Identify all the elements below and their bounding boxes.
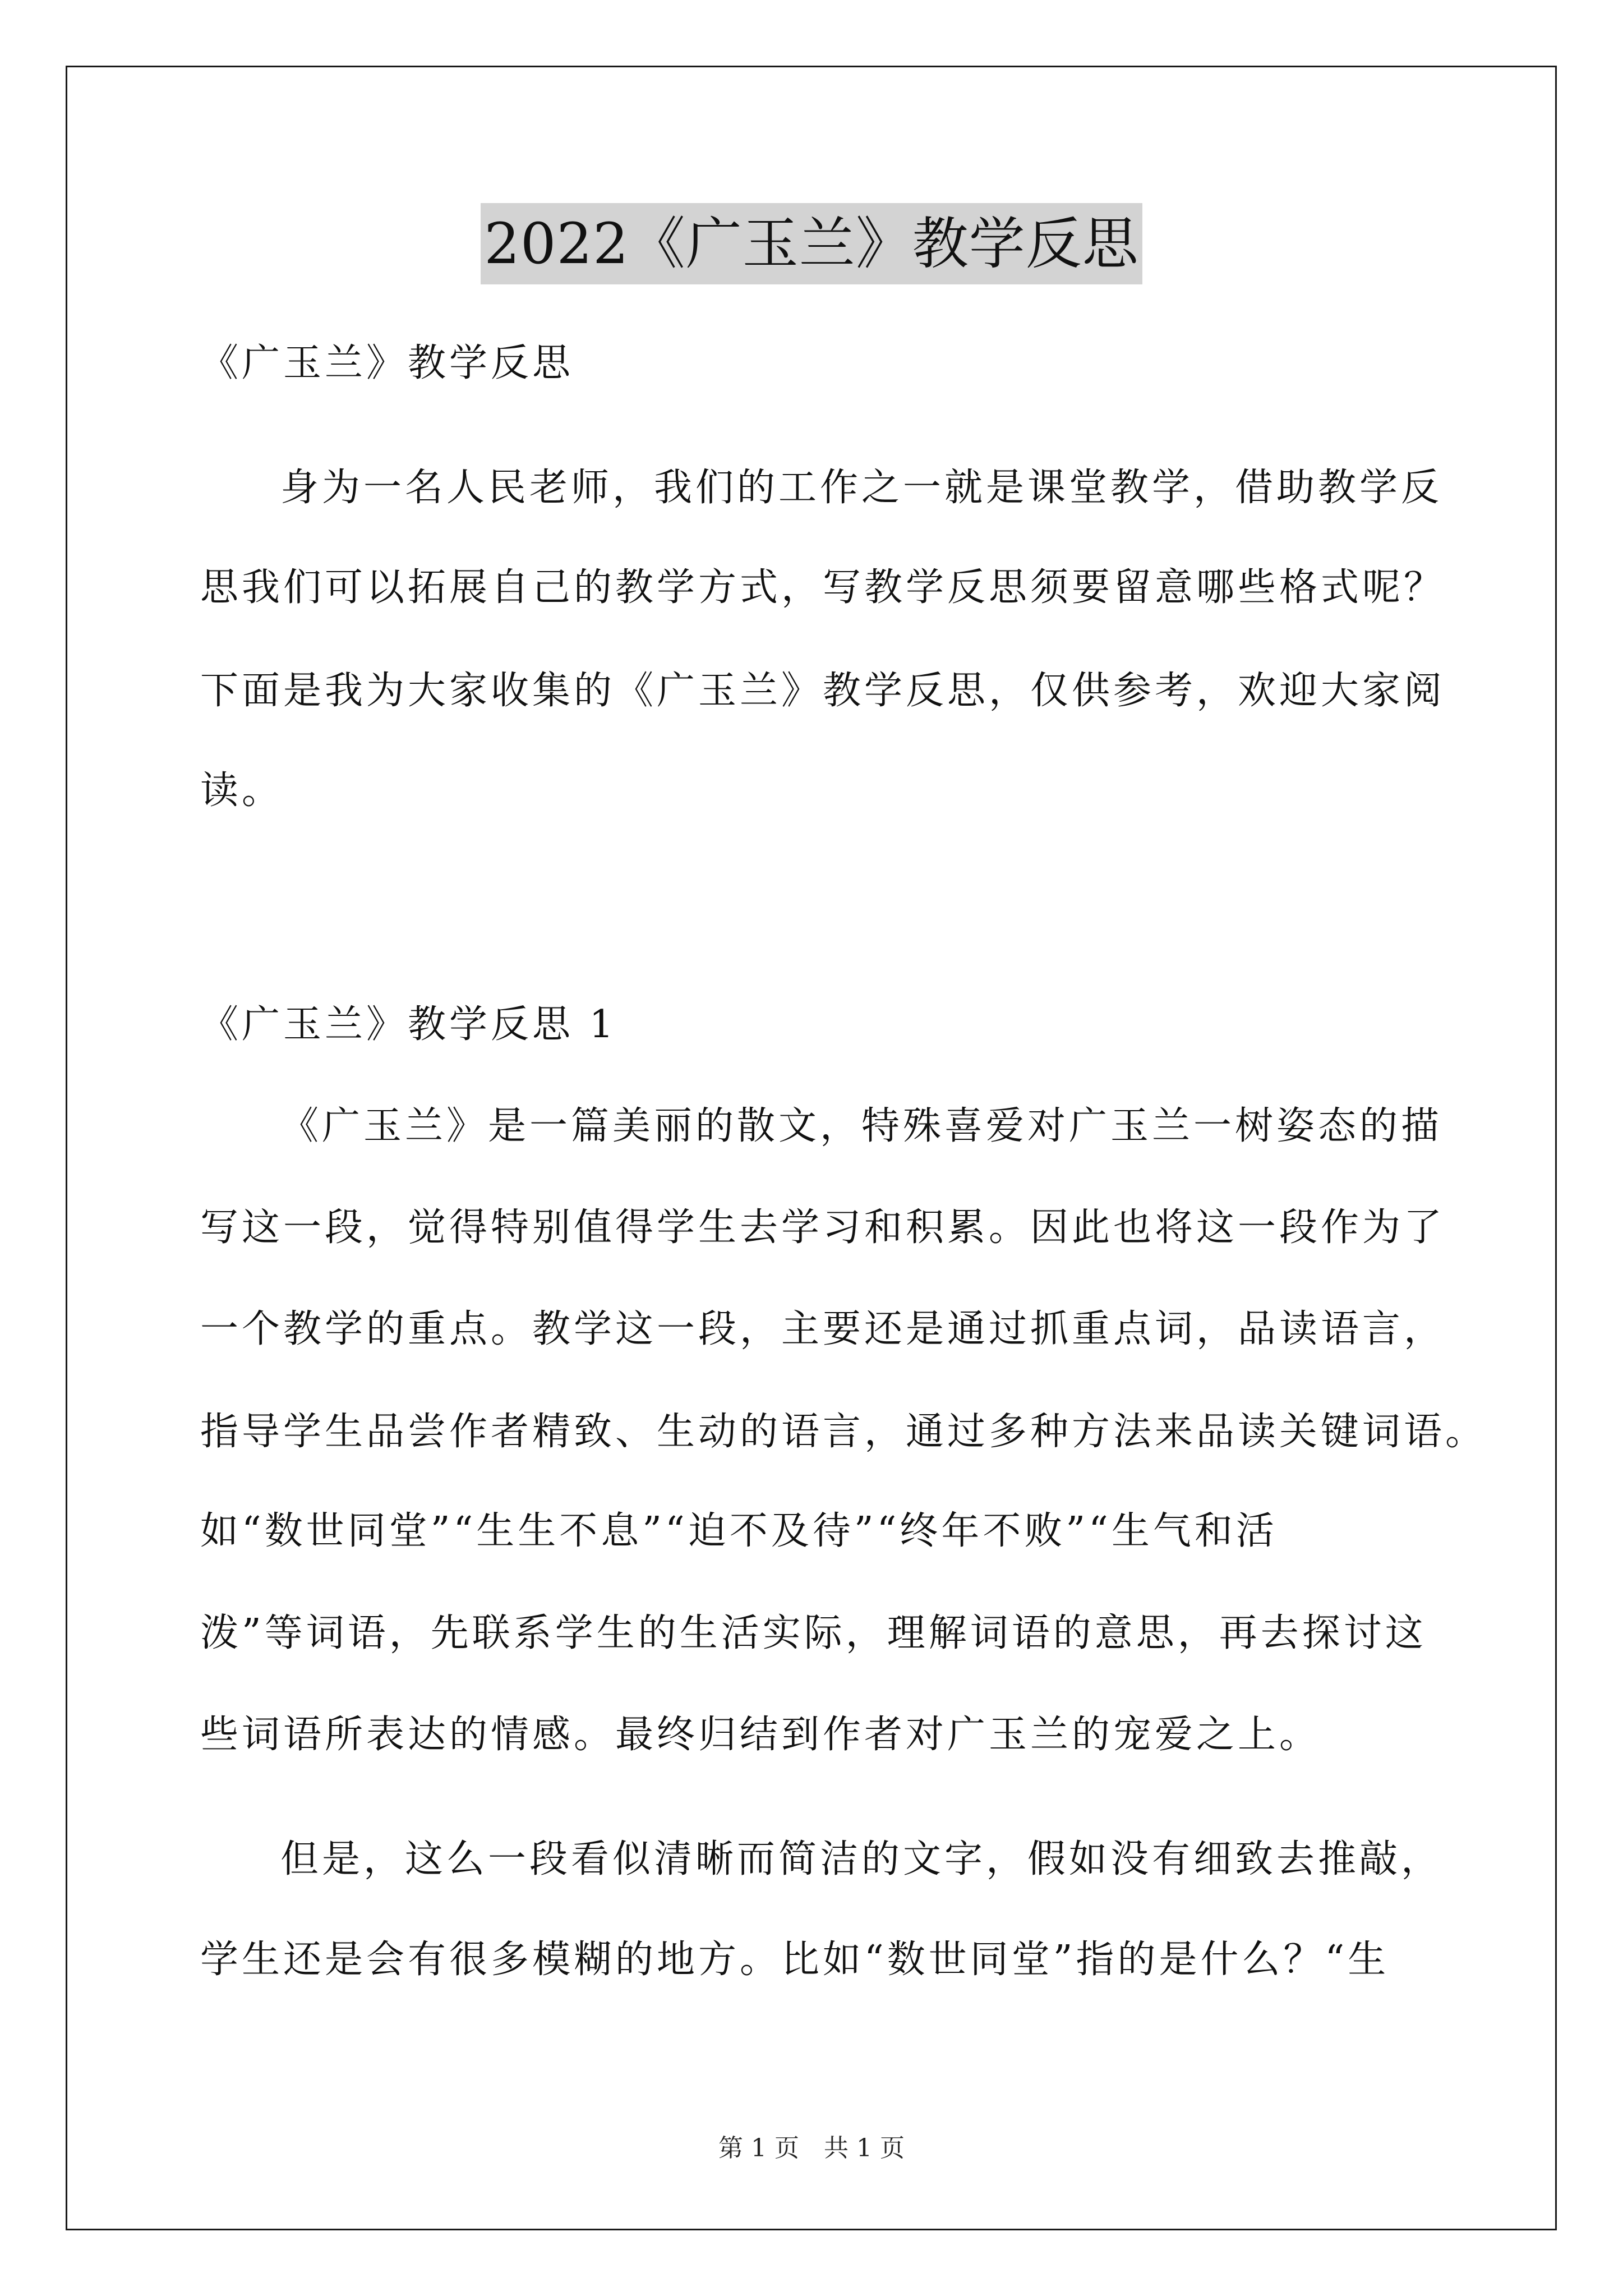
paragraph-line: 泼”等词语，先联系学生的生活实际，理解词语的意思，再去探讨这 bbox=[200, 1611, 1427, 1655]
document-title: 2022《广玉兰》教学反思 bbox=[481, 203, 1142, 284]
paragraph-line: 些词语所表达的情感。最终归结到作者对广玉兰的宠爱之上。 bbox=[200, 1713, 1321, 1757]
paragraph-line: 写这一段，觉得特别值得学生去学习和积累。因此也将这一段作为了 bbox=[200, 1205, 1446, 1250]
paragraph-line: 如“数世同堂”“生生不息”“迫不及待”“终年不败”“生气和活 bbox=[200, 1509, 1278, 1553]
paragraph-line: 但是，这么一段看似清晰而简洁的文字，假如没有细致去推敲， bbox=[280, 1837, 1443, 1881]
paragraph-line: 下面是我为大家收集的《广玉兰》教学反思，仅供参考，欢迎大家阅 bbox=[200, 669, 1446, 713]
paragraph-line: 指导学生品尝作者精致、生动的语言，通过多种方法来品读关键词语。 bbox=[200, 1410, 1487, 1454]
paragraph-line: 《广玉兰》是一篇美丽的散文，特殊喜爱对广玉兰一树姿态的描 bbox=[280, 1104, 1443, 1148]
section-heading: 《广玉兰》教学反思 1 bbox=[200, 1002, 617, 1047]
paragraph-line: 学生还是会有很多模糊的地方。比如“数世同堂”指的是什么？“生 bbox=[200, 1938, 1390, 1982]
paragraph-line: 思我们可以拓展自己的教学方式，写教学反思须要留意哪些格式呢？ bbox=[200, 565, 1446, 610]
paragraph-line: 读。 bbox=[200, 769, 284, 813]
paragraph-line: 一个教学的重点。教学这一段，主要还是通过抓重点词，品读语言， bbox=[200, 1307, 1446, 1351]
intro-heading: 《广玉兰》教学反思 bbox=[200, 341, 574, 385]
title-container bbox=[0, 203, 1623, 284]
paragraph-line: 身为一名人民老师，我们的工作之一就是课堂教学，借助教学反 bbox=[280, 466, 1443, 510]
page-footer: 第 1 页 共 1 页 bbox=[718, 2134, 905, 2162]
